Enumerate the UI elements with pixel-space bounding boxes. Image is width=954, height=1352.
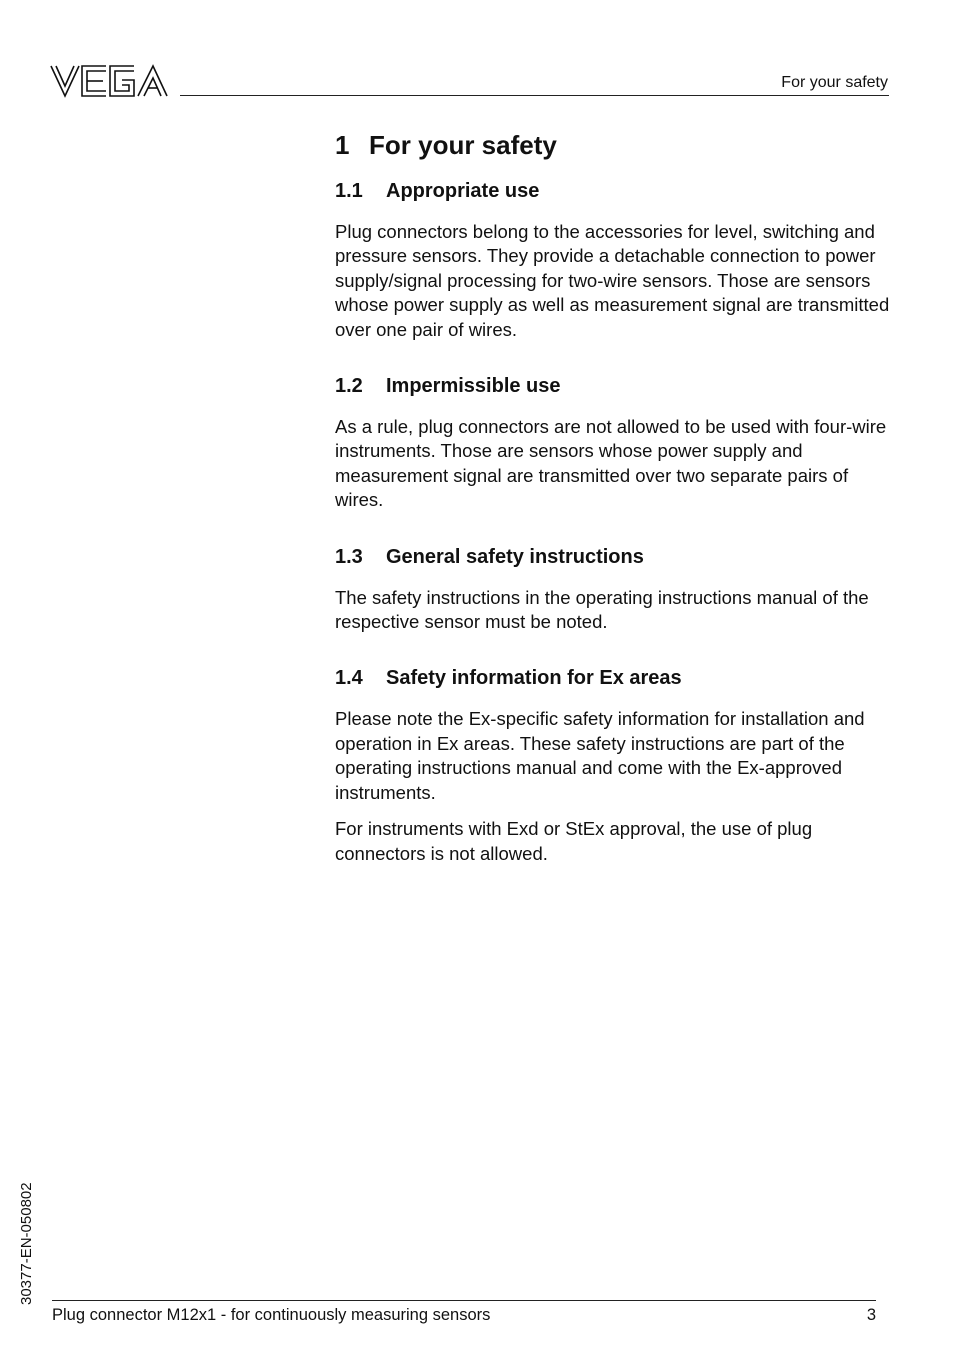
section-number: 1.1 xyxy=(335,180,363,202)
section-paragraph: The safety instructions in the operating instructions manual of the respective sensor must be noted. xyxy=(335,586,869,633)
section-heading xyxy=(335,178,891,204)
page-number: 3 xyxy=(866,1306,876,1324)
section-heading xyxy=(335,544,891,570)
section-heading xyxy=(335,373,891,399)
section-number: 1.2 xyxy=(335,375,363,398)
section-title: Safety information for Ex areas xyxy=(386,667,682,690)
section-title: Appropriate use xyxy=(386,180,540,202)
section-paragraph: Plug connectors belong to the accessories for level, switching and pressure sensors. They provide a detachable connection to power supply/signal processing for two-wire sensors. Those are sensors whose power supply as well as measurement signal are transmitted over one pair of wires. xyxy=(335,221,890,340)
section-title: General safety instructions xyxy=(386,545,644,568)
chapter-heading xyxy=(335,128,891,162)
section-paragraph: Please note the Ex-specific safety information for installation and operation in Ex areas. These safety instructions are part of the operating instructions manual and come with the Ex-approved instruments. xyxy=(335,708,865,803)
section-number: 1.3 xyxy=(335,545,363,568)
main-content xyxy=(335,128,891,897)
section-paragraph: For instruments with Exd or StEx approval, the use of plug connectors is not allowed. xyxy=(335,818,813,864)
footer-rule xyxy=(52,1300,876,1301)
chapter-number: 1 xyxy=(335,130,350,160)
section-heading xyxy=(335,665,891,691)
section-title: Impermissible use xyxy=(386,375,561,398)
header-rule xyxy=(180,95,889,96)
section-paragraph: As a rule, plug connectors are not allowed to be used with four-wire instruments. Those are sensors whose power supply and measurement signal are transmitted over two separate pairs of wires. xyxy=(335,416,887,511)
chapter-title: For your safety xyxy=(369,130,557,160)
document-code: 30377-EN-050802 xyxy=(18,1182,35,1305)
section-number: 1.4 xyxy=(335,667,363,690)
vega-logo xyxy=(50,64,168,98)
footer-document-title: Plug connector M12x1 - for continuously measuring sensors xyxy=(52,1306,491,1324)
running-header-title: For your safety xyxy=(781,74,888,91)
